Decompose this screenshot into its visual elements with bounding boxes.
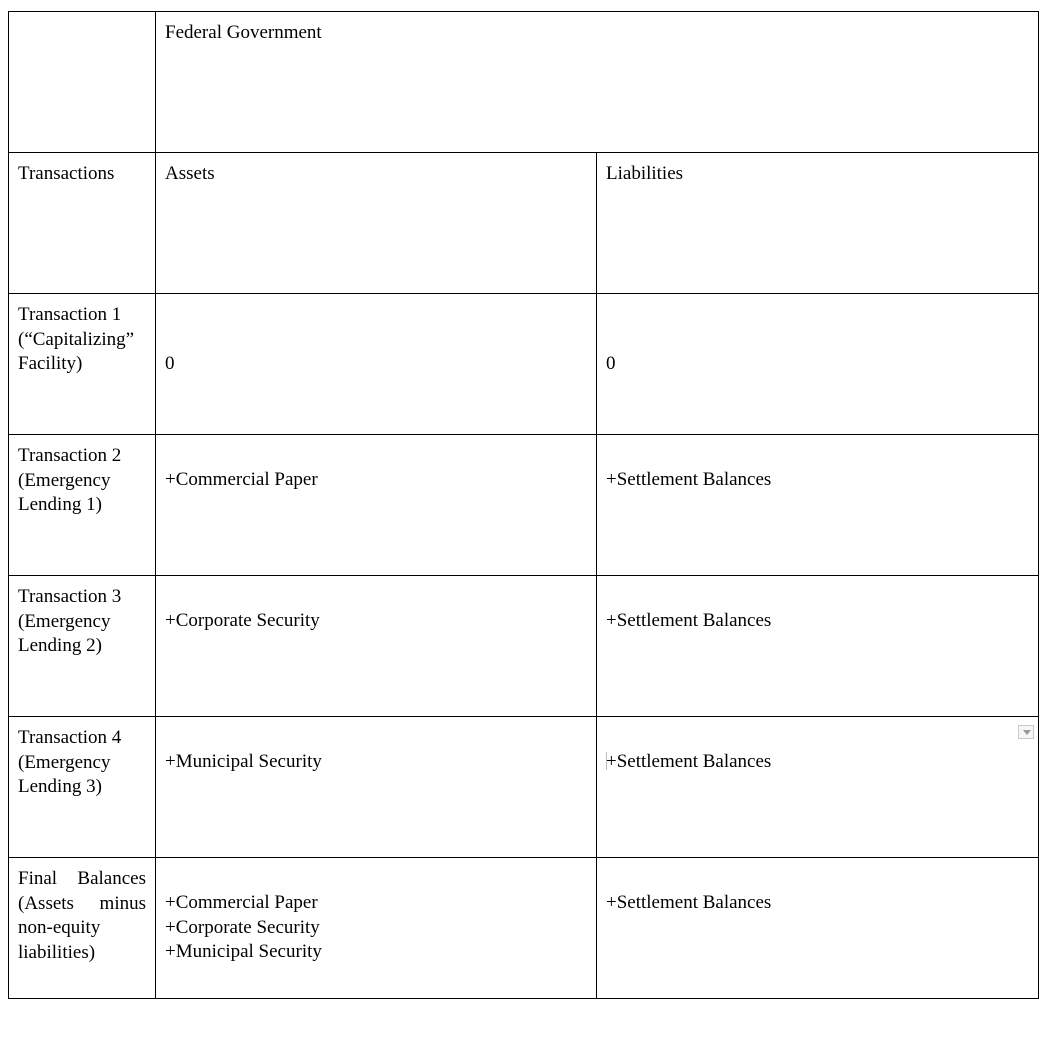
liabilities-cell[interactable] xyxy=(597,294,1039,435)
transaction-label-cell[interactable] xyxy=(9,294,156,435)
transaction-label-line: Transaction 4 xyxy=(18,727,122,748)
transaction-label-line: Final Balances xyxy=(18,868,146,889)
liabilities-header-cell[interactable] xyxy=(597,153,1039,294)
transaction-label-line: Transaction 1 xyxy=(18,304,122,325)
transaction-label-line: (Emergency xyxy=(18,469,111,491)
balance-sheet-table xyxy=(8,11,1039,999)
liability-entry: 0 xyxy=(606,352,616,374)
transactions-header: Transactions xyxy=(18,163,115,184)
table-row-entity-header xyxy=(9,12,1039,153)
liabilities-cell[interactable] xyxy=(597,858,1039,999)
liability-entry-with-cursor xyxy=(606,750,1030,775)
table-row xyxy=(9,294,1039,435)
assets-cell[interactable] xyxy=(156,858,597,999)
transaction-label-line: (“Capitalizing” xyxy=(18,328,135,350)
asset-entry: +Municipal Security xyxy=(165,751,322,772)
table-row xyxy=(9,717,1039,858)
entity-name: Federal Government xyxy=(165,22,322,43)
asset-entry: +Municipal Security xyxy=(165,941,322,962)
assets-header-cell[interactable] xyxy=(156,153,597,294)
transaction-label-line: (Assets minus xyxy=(18,892,146,914)
liabilities-header: Liabilities xyxy=(606,163,684,184)
transaction-label-line: Lending 1) xyxy=(18,494,102,515)
assets-cell[interactable] xyxy=(156,294,597,435)
asset-entry: +Commercial Paper xyxy=(165,892,318,913)
liabilities-cell[interactable] xyxy=(597,717,1039,858)
transaction-label-cell[interactable] xyxy=(9,717,156,858)
empty-corner-cell[interactable] xyxy=(9,12,156,153)
liability-entry: +Settlement Balances xyxy=(606,751,772,772)
transaction-label-line: (Emergency xyxy=(18,610,111,632)
transaction-label-line: (Emergency xyxy=(18,751,111,773)
transaction-label-line: Lending 2) xyxy=(18,635,102,656)
table-row-column-headers xyxy=(9,153,1039,294)
transaction-label-cell[interactable] xyxy=(9,435,156,576)
transaction-label-line: Transaction 2 xyxy=(18,445,122,466)
table-row xyxy=(9,435,1039,576)
entity-header-cell[interactable] xyxy=(156,12,1039,153)
asset-entry: +Corporate Security xyxy=(165,916,320,938)
transactions-header-cell[interactable] xyxy=(9,153,156,294)
liabilities-cell[interactable] xyxy=(597,435,1039,576)
asset-entry: +Commercial Paper xyxy=(165,469,318,490)
transaction-label-line: Lending 3) xyxy=(18,776,102,797)
asset-entry: 0 xyxy=(165,352,175,374)
assets-header: Assets xyxy=(165,163,215,184)
transaction-label-line: Transaction 3 xyxy=(18,586,122,607)
assets-cell[interactable] xyxy=(156,576,597,717)
liability-entry: +Settlement Balances xyxy=(606,892,772,913)
chevron-down-icon[interactable] xyxy=(1018,725,1034,739)
assets-cell[interactable] xyxy=(156,717,597,858)
table-row xyxy=(9,576,1039,717)
liability-entry: +Settlement Balances xyxy=(606,469,772,490)
transaction-label-line: Facility) xyxy=(18,353,83,374)
transaction-label-cell[interactable] xyxy=(9,576,156,717)
transaction-label-line: non-equity xyxy=(18,917,101,938)
table-row-final-balances xyxy=(9,858,1039,999)
asset-entry: +Corporate Security xyxy=(165,610,320,631)
transaction-label-cell[interactable] xyxy=(9,858,156,999)
assets-cell[interactable] xyxy=(156,435,597,576)
liabilities-cell[interactable] xyxy=(597,576,1039,717)
liability-entry: +Settlement Balances xyxy=(606,610,772,631)
transaction-label-line: liabilities) xyxy=(18,941,96,963)
